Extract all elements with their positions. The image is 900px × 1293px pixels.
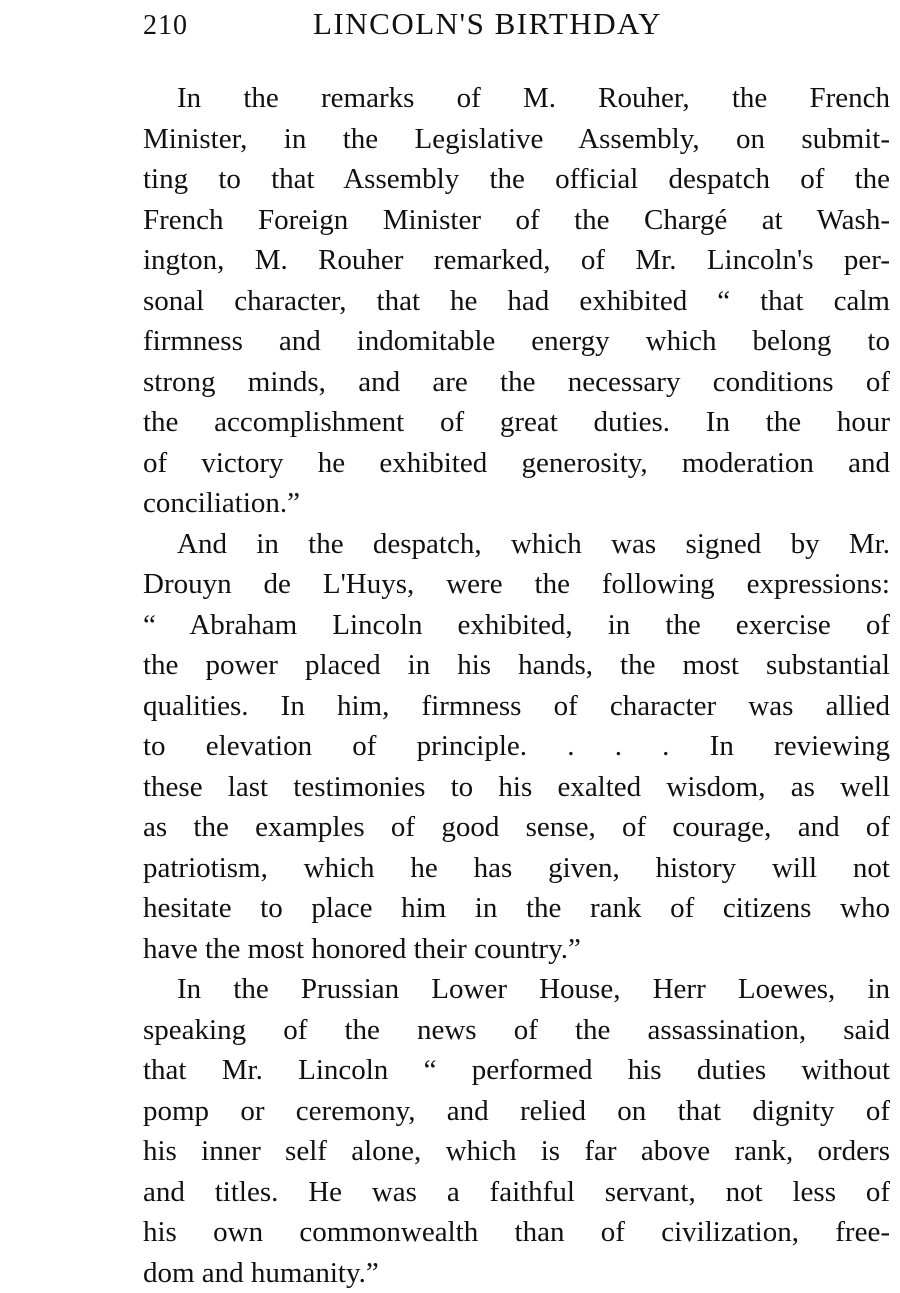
- text-line: firmness and indomitable energy which belong to: [143, 321, 890, 362]
- text-line: sonal character, that he had exhibited “ that calm: [143, 281, 890, 322]
- text-line: French Foreign Minister of the Chargé at Wash-: [143, 200, 890, 241]
- text-line: dom and humanity.”: [143, 1253, 890, 1293]
- text-line: Drouyn de L'Huys, were the following expressions:: [143, 564, 890, 605]
- text-line: have the most honored their country.”: [143, 929, 890, 970]
- text-line: of victory he exhibited generosity, moderation and: [143, 443, 890, 484]
- text-line: Minister, in the Legislative Assembly, on submit-: [143, 119, 890, 160]
- paragraph-despatch: [143, 524, 890, 970]
- paragraph-prussian: [143, 969, 890, 1293]
- text-line: and titles. He was a faithful servant, not less of: [143, 1172, 890, 1213]
- text-line: these last testimonies to his exalted wisdom, as well: [143, 767, 890, 808]
- text-line: his inner self alone, which is far above rank, orders: [143, 1131, 890, 1172]
- text-line: patriotism, which he has given, history will not: [143, 848, 890, 889]
- text-line: as the examples of good sense, of courage, and of: [143, 807, 890, 848]
- text-line: pomp or ceremony, and relied on that dignity of: [143, 1091, 890, 1132]
- paragraph-rouher: [143, 78, 890, 524]
- text-line: In the remarks of M. Rouher, the French: [143, 78, 890, 119]
- text-line: the accomplishment of great duties. In the hour: [143, 402, 890, 443]
- text-line: hesitate to place him in the rank of citizens who: [143, 888, 890, 929]
- text-line: to elevation of principle. . . . In reviewing: [143, 726, 890, 767]
- text-line: conciliation.”: [143, 483, 890, 524]
- text-line: his own commonwealth than of civilization, free-: [143, 1212, 890, 1253]
- text-line: strong minds, and are the necessary conditions of: [143, 362, 890, 403]
- body-text: [143, 78, 890, 1293]
- page-number: 210: [143, 10, 188, 42]
- text-line: “ Abraham Lincoln exhibited, in the exercise of: [143, 605, 890, 646]
- text-line: the power placed in his hands, the most substantial: [143, 645, 890, 686]
- running-head: [143, 6, 890, 46]
- text-line: that Mr. Lincoln “ performed his duties without: [143, 1050, 890, 1091]
- text-line: ington, M. Rouher remarked, of Mr. Lincoln's per-: [143, 240, 890, 281]
- text-line: In the Prussian Lower House, Herr Loewes, in: [143, 969, 890, 1010]
- text-line: ting to that Assembly the official despatch of the: [143, 159, 890, 200]
- text-line: speaking of the news of the assassination, said: [143, 1010, 890, 1051]
- text-line: And in the despatch, which was signed by Mr.: [143, 524, 890, 565]
- running-title: LINCOLN'S BIRTHDAY: [313, 6, 662, 42]
- text-line: qualities. In him, firmness of character was allied: [143, 686, 890, 727]
